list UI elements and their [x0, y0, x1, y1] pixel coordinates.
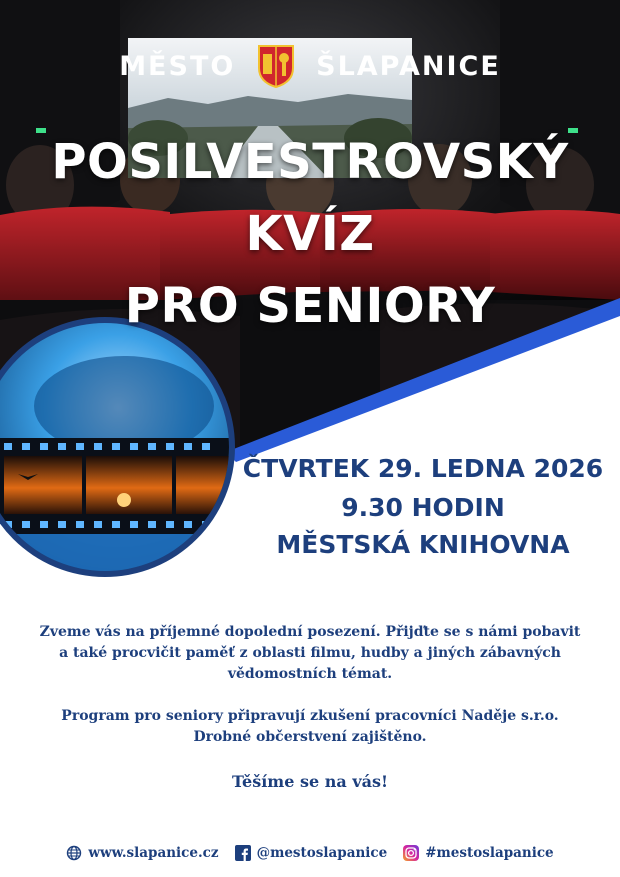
film-strip-circle-image [0, 316, 236, 578]
description-line: Zveme vás na příjemné dopolední posezení. Přijďte se s námi pobavit [39, 624, 581, 640]
website-link[interactable] [66, 845, 218, 861]
facebook-text: @mestoslapanice [256, 845, 388, 861]
headline-line-1: POSILVESTROVSKÝ [51, 134, 569, 190]
instagram-icon [403, 845, 419, 861]
facebook-icon [235, 845, 251, 861]
instagram-text: #mestoslapanice [425, 845, 554, 861]
city-brand [0, 44, 620, 88]
brand-left-text: MĚSTO [119, 50, 236, 82]
instagram-link[interactable] [403, 845, 553, 861]
description-paragraph-1 [0, 622, 620, 685]
facebook-link[interactable] [235, 845, 388, 861]
city-crest-icon [257, 44, 295, 88]
description-line: Drobné občerstvení zajištěno. [193, 729, 427, 745]
footer-contacts [0, 843, 620, 863]
globe-icon [66, 845, 82, 861]
description-line: vědomostních témat. [227, 666, 393, 682]
headline-line-3: PRO SENIORY [124, 278, 496, 334]
brand-right-text: ŠLAPANICE [316, 50, 501, 82]
description-line: Program pro seniory připravují zkušení pracovníci Naděje s.r.o. [61, 708, 559, 724]
event-time: 9.30 HODIN [341, 493, 505, 522]
description-line: a také procvičit paměť z oblasti filmu, hudby a jiných zábavných [59, 645, 561, 661]
closing-text: Těšíme se na vás! [231, 772, 389, 791]
headline-line-2: KVÍZ [245, 206, 375, 262]
website-text: www.slapanice.cz [88, 845, 219, 861]
description-paragraph-2 [0, 706, 620, 748]
event-place: MĚSTSKÁ KNIHOVNA [276, 530, 570, 559]
event-date: ČTVRTEK 29. LEDNA 2026 [242, 454, 604, 483]
